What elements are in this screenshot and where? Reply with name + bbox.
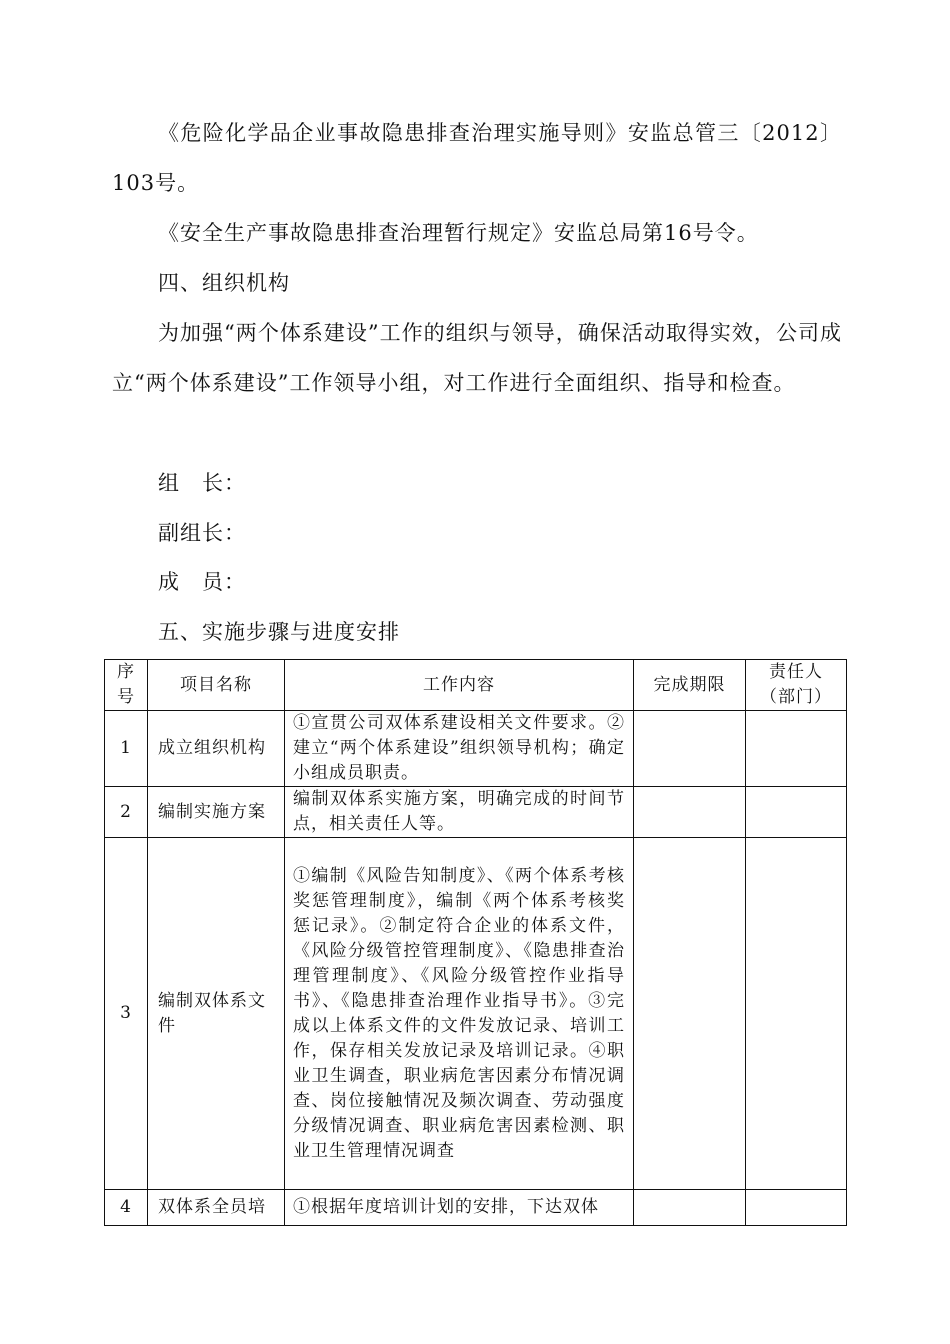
row-owner — [746, 787, 847, 838]
reference-paragraph-1: 《危险化学品企业事故隐患排查治理实施导则》安监总管三〔2012〕103号。 — [112, 121, 842, 195]
row-project-name: 编制实施方案 — [148, 787, 285, 838]
header-index: 序号 — [105, 660, 148, 711]
table-row — [105, 787, 847, 838]
section-heading-organization: 四、组织机构 — [158, 271, 290, 295]
row-deadline — [634, 711, 746, 787]
role-leader-label: 组 长： — [158, 471, 246, 495]
row-owner — [746, 838, 847, 1190]
organization-paragraph: 为加强“两个体系建设”工作的组织与领导，确保活动取得实效，公司成立“两个体系建设”工作领导小组，对工作进行全面组织、指导和检查。 — [112, 321, 842, 395]
row-deadline — [634, 1190, 746, 1226]
row-project-name: 双体系全员培 — [148, 1190, 285, 1226]
row-work-content: 编制双体系实施方案，明确完成的时间节点，相关责任人等。 — [285, 787, 634, 838]
row-project-name: 成立组织机构 — [148, 711, 285, 787]
row-deadline — [634, 787, 746, 838]
row-index: 1 — [105, 711, 148, 787]
role-deputy — [158, 518, 246, 548]
implementation-schedule-table — [104, 659, 847, 1226]
row-index: 4 — [105, 1190, 148, 1226]
table-row — [105, 1190, 847, 1226]
row-deadline — [634, 838, 746, 1190]
table-header-row — [105, 660, 847, 711]
role-deputy-label: 副组长： — [158, 521, 246, 545]
row-owner — [746, 711, 847, 787]
section-heading-steps: 五、实施步骤与进度安排 — [158, 620, 400, 644]
table-row — [105, 711, 847, 787]
row-project-name: 编制双体系文件 — [148, 838, 285, 1190]
row-index: 2 — [105, 787, 148, 838]
role-leader — [158, 468, 246, 498]
header-project-name: 项目名称 — [148, 660, 285, 711]
header-work-content: 工作内容 — [285, 660, 634, 711]
reference-paragraph-2: 《安全生产事故隐患排查治理暂行规定》安监总局第16号令。 — [158, 221, 759, 245]
role-members-label: 成 员： — [158, 570, 246, 594]
row-work-content: ①根据年度培训计划的安排，下达双体 — [285, 1190, 634, 1226]
role-members — [158, 567, 246, 597]
row-owner — [746, 1190, 847, 1226]
header-owner: 责任人（部门） — [746, 660, 847, 711]
row-work-content: ①宣贯公司双体系建设相关文件要求。②建立“两个体系建设”组织领导机构；确定小组成员职责。 — [285, 711, 634, 787]
table-row — [105, 838, 847, 1190]
row-index: 3 — [105, 838, 148, 1190]
header-deadline: 完成期限 — [634, 660, 746, 711]
row-work-content: ①编制《风险告知制度》、《两个体系考核奖惩管理制度》，编制《两个体系考核奖惩记录》。②制定符合企业的体系文件，《风险分级管控管理制度》、《隐患排查治理管理制度》、《风险分级管控作业指导书》、《隐患排查治理作业指导书》。③完成以上体系文件的文件发放记录、培训工作，保存相关发放记录及培训记录。④职业卫生调查，职业病危害因素分布情况调查、岗位接触情况及频次调查、劳动强度分级情况调查、职业病危害因素检测、职业卫生管理情况调查 — [285, 838, 634, 1190]
